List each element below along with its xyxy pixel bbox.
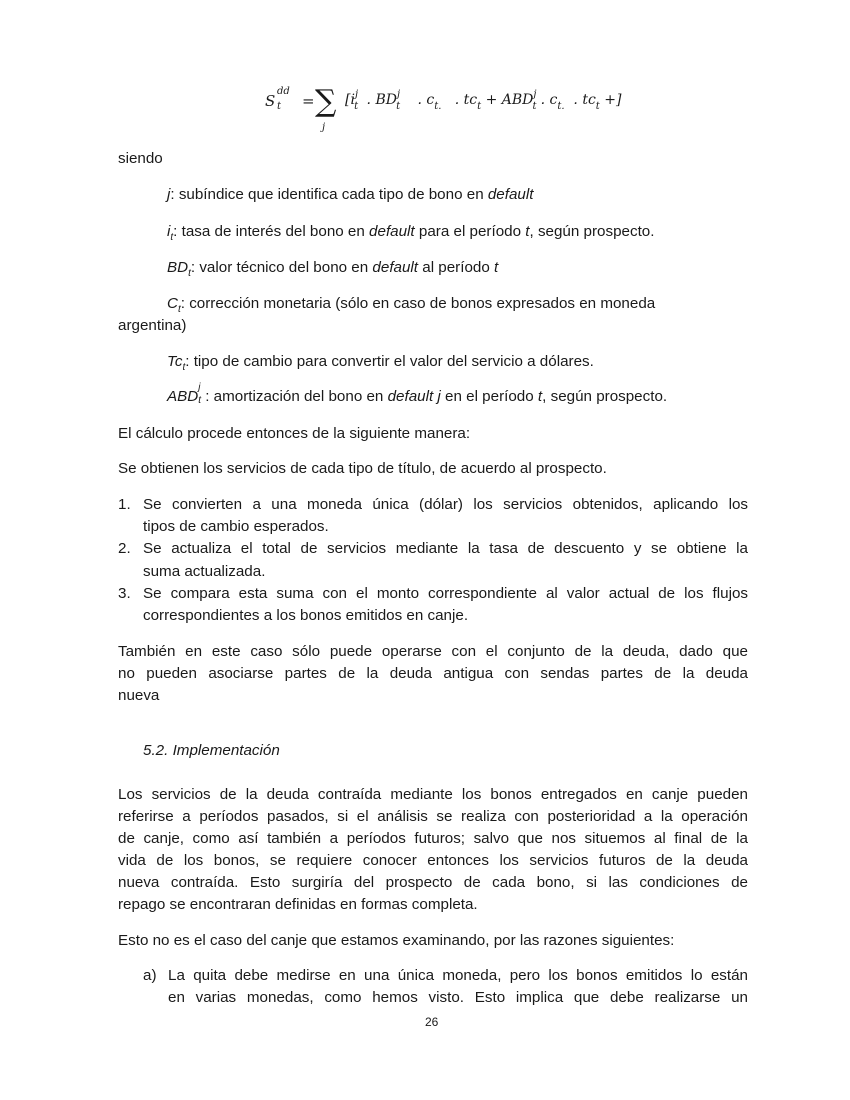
- formula: [265, 86, 625, 136]
- paragraph-line: vida de los bonos, se requiere conocer entonces los servicios futuros de la deuda: [118, 852, 748, 869]
- paragraph-line: no pueden asociarse partes de la deuda antigua con sendas partes de la deuda: [118, 665, 748, 682]
- paragraph-line: También en este caso sólo puede operarse con el conjunto de la deuda, dado que: [118, 643, 748, 660]
- list-item-continuation: suma actualizada.: [143, 563, 266, 580]
- formula-lhs: S dd t: [265, 86, 290, 112]
- paragraph-line: de canje, como así también a períodos futuros; salvo que nos situemos al final de la: [118, 830, 748, 847]
- list-item: 3. Se compara esta suma con el monto correspondiente al valor actual de los flujos: [118, 585, 748, 602]
- paragraph-line: repago se encontraran definidas en formas completa.: [118, 896, 478, 913]
- section-heading: 5.2. Implementación: [143, 742, 280, 759]
- definition-abd: ABD j t : amortización del bono en default j en el período t, según prospecto.: [167, 382, 668, 406]
- formula-equals: =: [302, 92, 315, 110]
- paragraph-line: referirse a períodos pasados, si el análisis se realiza con posterioridad a la operación: [118, 808, 748, 825]
- list-item-continuation: correspondientes a los bonos emitidos en canje.: [143, 607, 469, 624]
- definition-tc: $Tc_t$: tipo de cambio para convertir el valor del servicio a dólares.: [167, 353, 594, 374]
- sum-index: j: [322, 122, 326, 133]
- paragraph-servicios: Se obtienen los servicios de cada tipo de título, de acuerdo al prospecto.: [118, 460, 607, 477]
- paragraph-line: nueva contraída. Esto surgiría del prospecto de cada bono, si las condiciones de: [118, 874, 748, 891]
- definition-c: $C_t$: corrección monetaria (sólo en caso de bonos expresados en moneda: [167, 295, 656, 316]
- paragraph-line: Los servicios de la deuda contraída mediante los bonos entregados en canje pueden: [118, 786, 748, 803]
- list-item-continuation: tipos de cambio esperados.: [143, 518, 329, 535]
- definition-c-continued: argentina): [118, 317, 187, 334]
- list-item: a) La quita debe medirse en una única moneda, pero los bonos emitidos lo están: [143, 967, 748, 984]
- paragraph-calculo: El cálculo procede entonces de la siguiente manera:: [118, 425, 471, 442]
- paragraph-line: nueva: [118, 687, 160, 704]
- page-number: 26: [425, 1015, 439, 1029]
- siendo-label: siendo: [118, 150, 163, 167]
- paragraph-razones: Esto no es el caso del canje que estamos examinando, por las razones siguientes:: [118, 932, 675, 949]
- list-item-continuation: en varias monedas, como hemos visto. Esto implica que debe realizarse un: [168, 989, 748, 1006]
- list-item: 2. Se actualiza el total de servicios mediante la tasa de descuento y se obtiene la: [118, 540, 748, 557]
- definition-j: j: subíndice que identifica cada tipo de bono en default: [167, 186, 534, 203]
- definition-bd: $BD_t$: valor técnico del bono en default al período t: [167, 259, 499, 280]
- definition-i: $i_t$: tasa de interés del bono en default para el período t, según prospecto.: [167, 223, 655, 244]
- sum-symbol: ∑: [315, 84, 337, 119]
- list-item: 1. Se convierten a una moneda única (dólar) los servicios obtenidos, aplicando los: [118, 496, 748, 513]
- formula-body: [$i^j_t$ . $BD^j_t$ . $c_{t.}$ . $tc_t + ABD^j_t$ . $c_{t.}$ . $tc_t$ +]: [345, 89, 622, 112]
